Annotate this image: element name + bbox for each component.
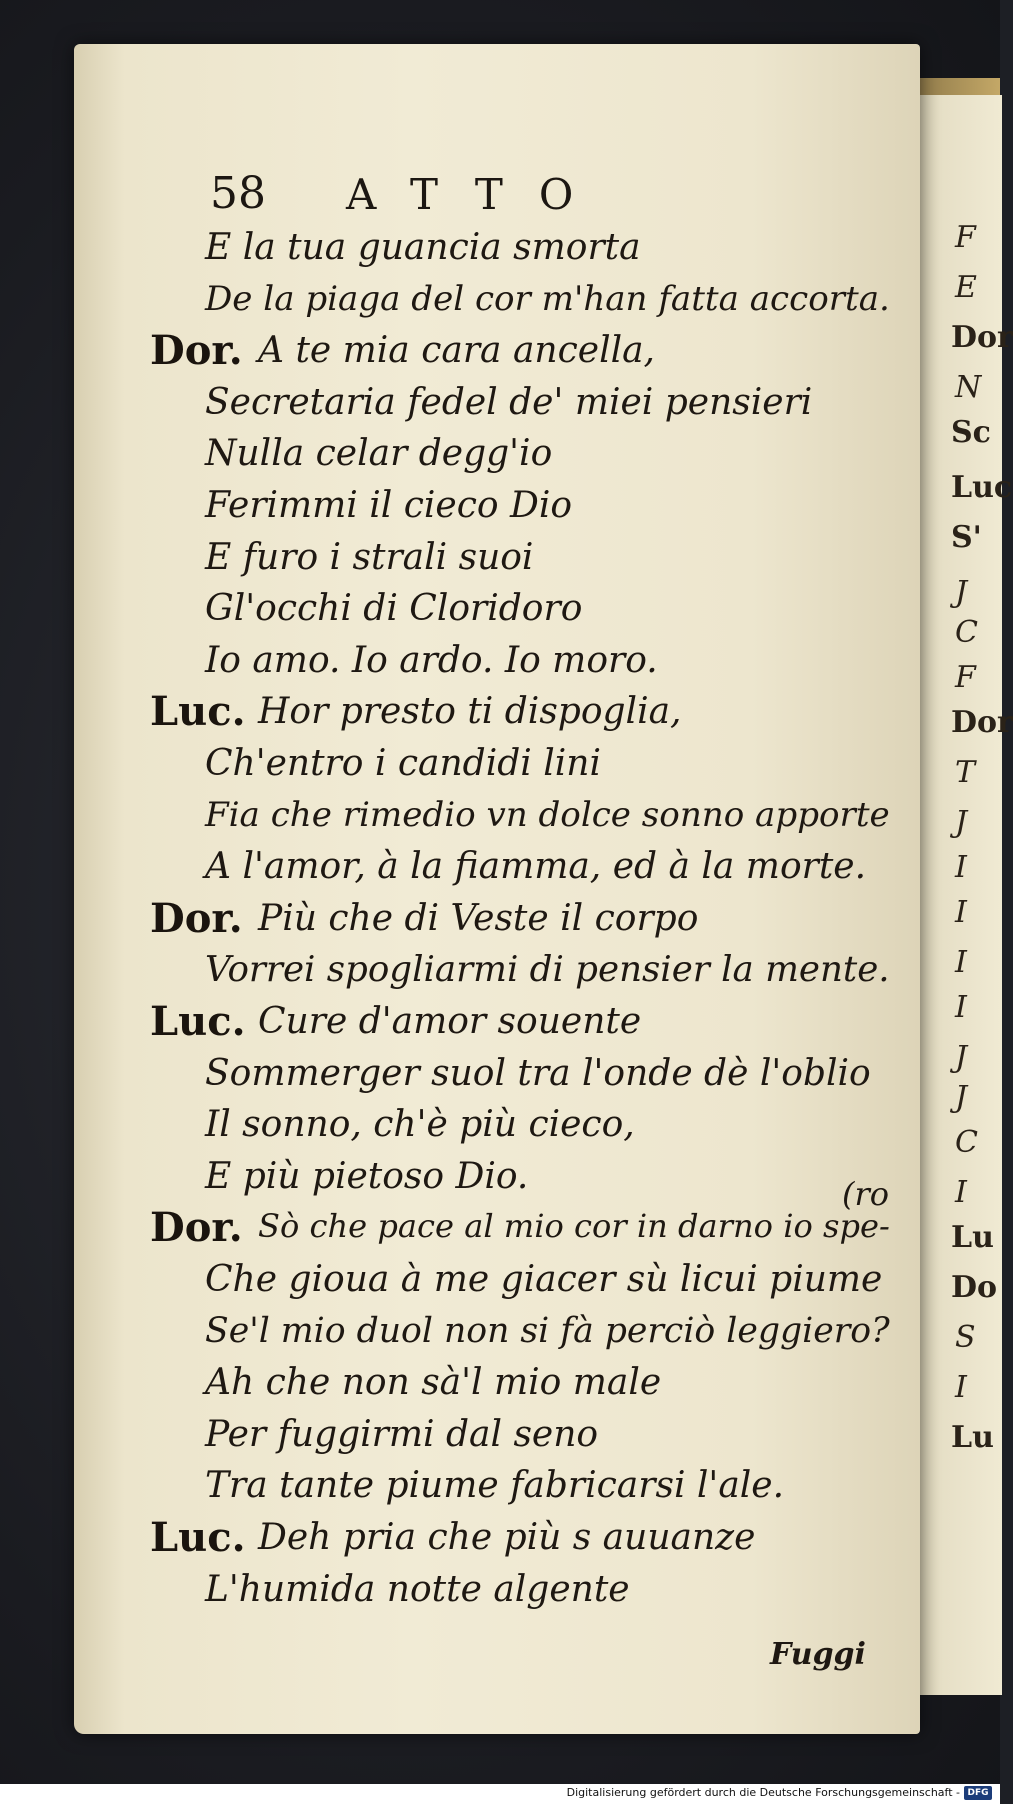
adjacent-page-fragment: Lu (951, 1420, 994, 1455)
speaker-label: Luc. (150, 688, 246, 736)
verse-line: Ah che non sà'l mio male (205, 1362, 662, 1404)
adjacent-page-fragment: E (955, 270, 977, 305)
adjacent-page-fragment: I (955, 945, 967, 980)
speaker-label: Dor. (150, 1204, 243, 1252)
adjacent-page-fragment: J (955, 575, 968, 610)
turnover-fragment: (ro (842, 1175, 890, 1213)
verse-line: Vorrei spogliarmi di pensier la mente. (205, 949, 890, 991)
adjacent-page-fragment: I (955, 1175, 967, 1210)
verse-line: Tra tante piume fabricarsi l'ale. (205, 1465, 785, 1507)
verse-line: Nulla celar degg'io (205, 433, 553, 475)
adjacent-page-fragment: Sc (951, 415, 991, 450)
adjacent-page-fragment: I (955, 1370, 967, 1405)
verse-line: Più che di Veste il corpo (258, 897, 699, 939)
verse-line: E la tua guancia smorta (205, 227, 641, 268)
adjacent-page-fragment: J (955, 805, 968, 840)
verse-line: Il sonno, ch'è più cieco, (205, 1104, 635, 1146)
adjacent-page-fragment: T (955, 755, 976, 790)
verse-line: Che gioua à me giacer sù licui piume (205, 1259, 883, 1300)
verse-line: A l'amor, à la fiamma, ed à la morte. (205, 846, 867, 888)
adjacent-page-fragment: C (955, 1125, 978, 1160)
verse-line: Cure d'amor souente (258, 1001, 642, 1042)
adjacent-page-fragment: I (955, 990, 967, 1025)
verse-line: Fia che rimedio vn dolce sonno apporte (205, 794, 890, 835)
adjacent-page-fragment: Dor (951, 705, 1013, 740)
adjacent-page-fragment: C (955, 615, 978, 650)
adjacent-page-fragment: F (955, 660, 976, 695)
verse-line: L'humida notte algente (205, 1568, 630, 1610)
verse-line: E furo i strali suoi (205, 536, 534, 578)
adjacent-page-fragment: I (955, 895, 967, 930)
verse-line: Sò che pace al mio cor in darno io spe- (258, 1207, 890, 1246)
adjacent-page-fragment: Luc (951, 470, 1013, 505)
verse-line: Ferimmi il cieco Dio (205, 485, 573, 526)
speaker-label: Luc. (150, 1514, 246, 1561)
verse-line: E più pietoso Dio. (205, 1155, 529, 1197)
adjacent-page-fragment: S (955, 1320, 976, 1355)
speaker-label: Dor. (150, 894, 243, 942)
speaker-label: Dor. (150, 327, 243, 375)
verse-line: Per fuggirmi dal seno (205, 1413, 599, 1455)
adjacent-page-fragment: F (955, 220, 976, 255)
adjacent-page-fragment: Do (951, 1270, 998, 1305)
running-head: ATTO (346, 170, 610, 219)
adjacent-page-fragment: Lu (951, 1220, 994, 1255)
page-number: 58 (210, 168, 266, 219)
verse-line: De la piaga del cor m'han fatta accorta. (205, 278, 890, 319)
adjacent-page-fragment: Dor (951, 320, 1013, 355)
verse-line: Ch'entro i candidi lini (205, 743, 601, 784)
adjacent-page-fragment: I (955, 850, 967, 885)
adjacent-page-fragment: S' (951, 520, 982, 555)
verse-line: Gl'occhi di Cloridoro (205, 588, 583, 630)
verse-line: Deh pria che più s auuanze (258, 1517, 756, 1558)
catchword: Fuggi (770, 1637, 866, 1672)
adjacent-page-fragment: J (955, 1080, 968, 1115)
verse-line: Sommerger suol tra l'onde dè l'oblio (205, 1052, 871, 1094)
verse-line: Hor presto ti dispoglia, (258, 691, 682, 733)
digitization-credit: Digitalisierung gefördert durch die Deutsche Forschungsgemeinschaft - (566, 1786, 960, 1799)
verse-line: Io amo. Io ardo. Io moro. (205, 639, 658, 681)
speaker-label: Luc. (150, 998, 246, 1045)
adjacent-page-fragment: J (955, 1040, 968, 1075)
verse-line: Se'l mio duol non si fà perciò leggiero? (205, 1310, 890, 1351)
adjacent-page-fragment: N (955, 370, 982, 405)
verse-line: A te mia cara ancella, (258, 330, 656, 372)
dfg-logo-badge: DFG (964, 1786, 992, 1800)
verse-line: Secretaria fedel de' miei pensieri (205, 381, 813, 423)
